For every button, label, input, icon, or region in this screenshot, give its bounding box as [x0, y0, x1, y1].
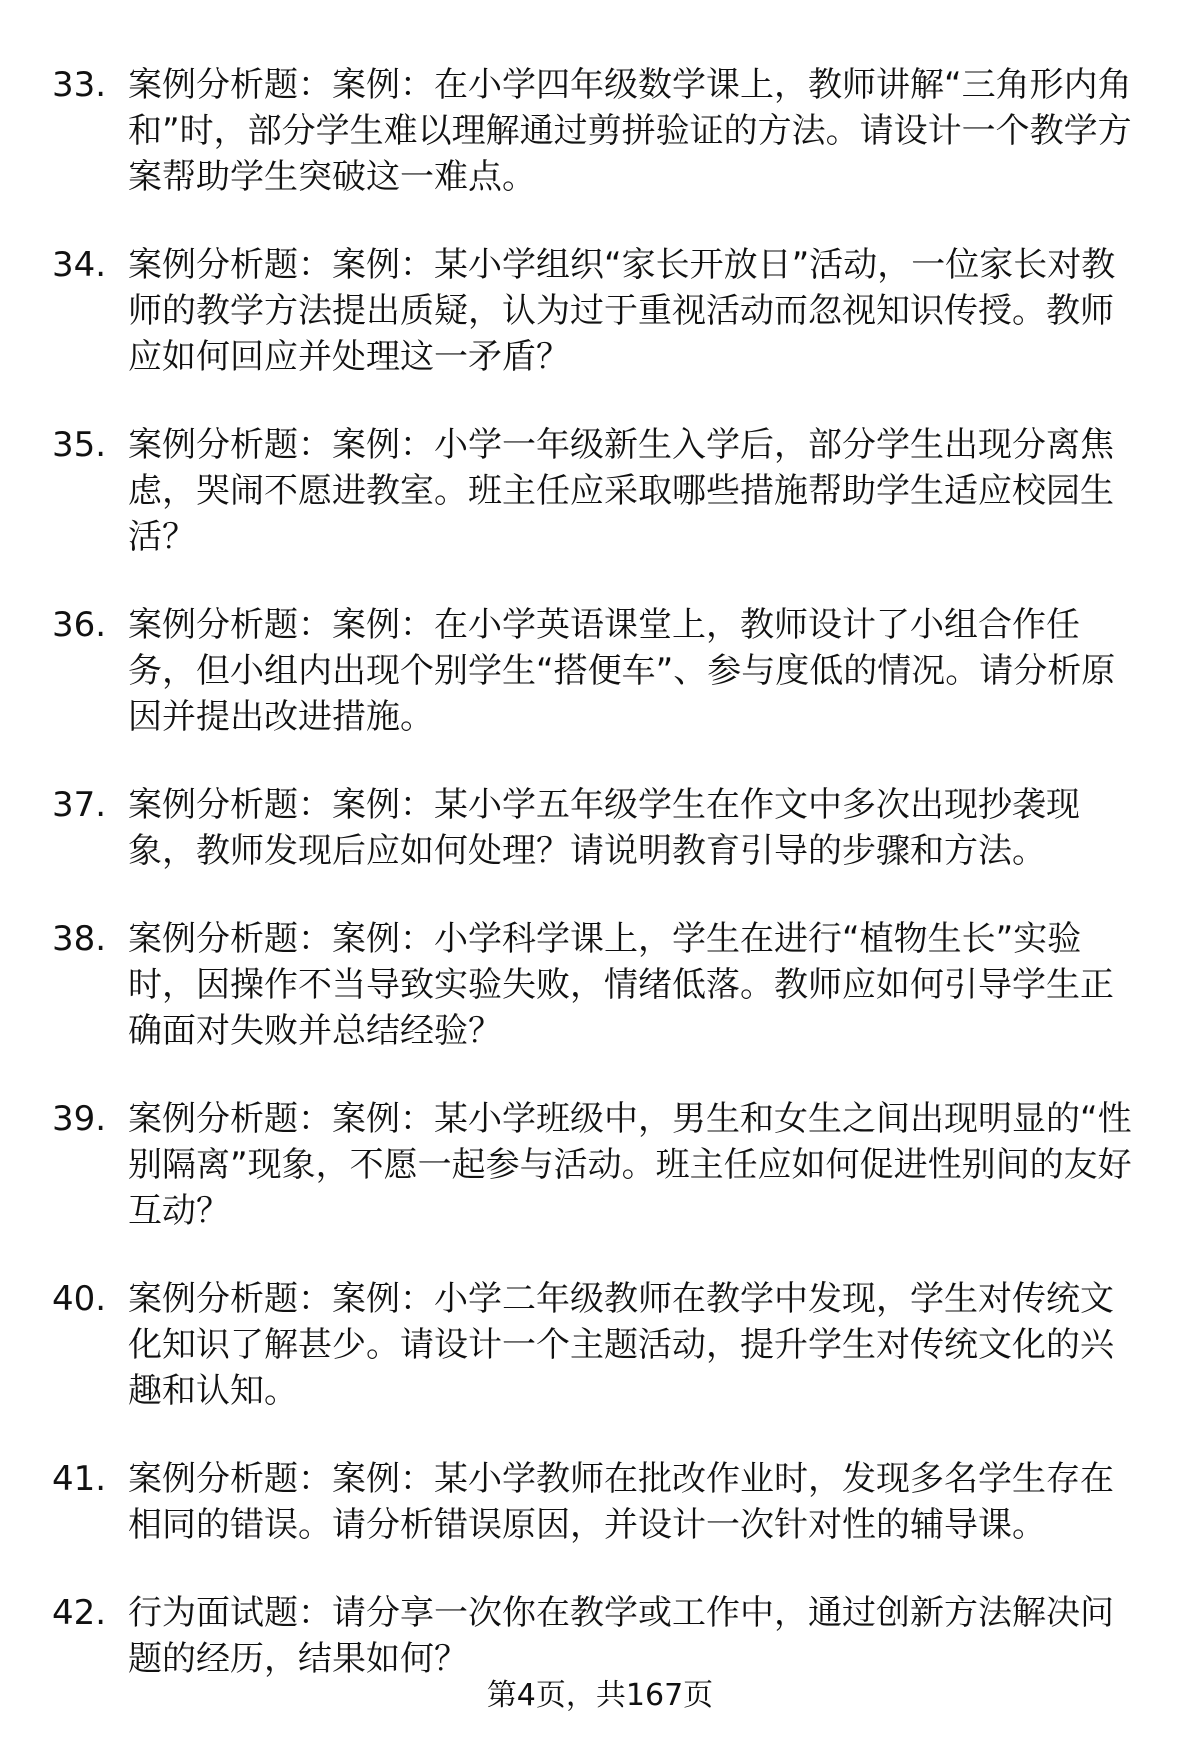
question-item [52, 782, 1142, 874]
question-text: 案例分析题：案例：在小学英语课堂上，教师设计了小组合作任务，但小组内出现个别学生“搭便车”、参与度低的情况。请分析原因并提出改进措施。 [128, 605, 1116, 737]
question-text: 案例分析题：案例：小学科学课上，学生在进行“植物生长”实验时，因操作不当导致实验失败，情绪低落。教师应如何引导学生正确面对失败并总结经验？ [128, 919, 1114, 1051]
question-number: 39. [52, 1099, 107, 1139]
question-item [52, 242, 1142, 380]
question-number: 38. [52, 919, 107, 959]
question-text: 行为面试题：请分享一次你在教学或工作中，通过创新方法解决问题的经历，结果如何？ [128, 1593, 1114, 1679]
question-item [52, 916, 1142, 1054]
question-number: 42. [52, 1593, 107, 1633]
page-footer: 第4页，共167页 [486, 1678, 714, 1713]
question-text: 案例分析题：案例：某小学班级中，男生和女生之间出现明显的“性别隔离”现象，不愿一起参与活动。班主任应如何促进性别间的友好互动？ [128, 1099, 1132, 1231]
question-text: 案例分析题：案例：小学二年级教师在教学中发现，学生对传统文化知识了解甚少。请设计一个主题活动，提升学生对传统文化的兴趣和认知。 [128, 1279, 1114, 1411]
question-number: 36. [52, 605, 107, 645]
question-number: 33. [52, 65, 107, 105]
question-text: 案例分析题：案例：某小学教师在批改作业时，发现多名学生存在相同的错误。请分析错误原因，并设计一次针对性的辅导课。 [128, 1459, 1114, 1545]
question-item [52, 1276, 1142, 1414]
question-number: 41. [52, 1459, 107, 1499]
question-item [52, 1590, 1142, 1682]
question-text: 案例分析题：案例：某小学组织“家长开放日”活动，一位家长对教师的教学方法提出质疑，认为过于重视活动而忽视知识传授。教师应如何回应并处理这一矛盾？ [128, 245, 1116, 377]
question-text: 案例分析题：案例：在小学四年级数学课上，教师讲解“三角形内角和”时，部分学生难以理解通过剪拼验证的方法。请设计一个教学方案帮助学生突破这一难点。 [128, 65, 1132, 197]
question-number: 35. [52, 425, 107, 465]
question-item [52, 1096, 1142, 1234]
question-number: 37. [52, 785, 107, 825]
question-item [52, 422, 1142, 560]
question-number: 40. [52, 1279, 107, 1319]
question-item [52, 62, 1142, 200]
question-item [52, 602, 1142, 740]
question-item [52, 1456, 1142, 1548]
question-text: 案例分析题：案例：小学一年级新生入学后，部分学生出现分离焦虑，哭闹不愿进教室。班主任应采取哪些措施帮助学生适应校园生活？ [128, 425, 1114, 557]
question-list [52, 62, 1142, 1724]
question-number: 34. [52, 245, 107, 285]
question-text: 案例分析题：案例：某小学五年级学生在作文中多次出现抄袭现象，教师发现后应如何处理？请说明教育引导的步骤和方法。 [128, 785, 1080, 871]
